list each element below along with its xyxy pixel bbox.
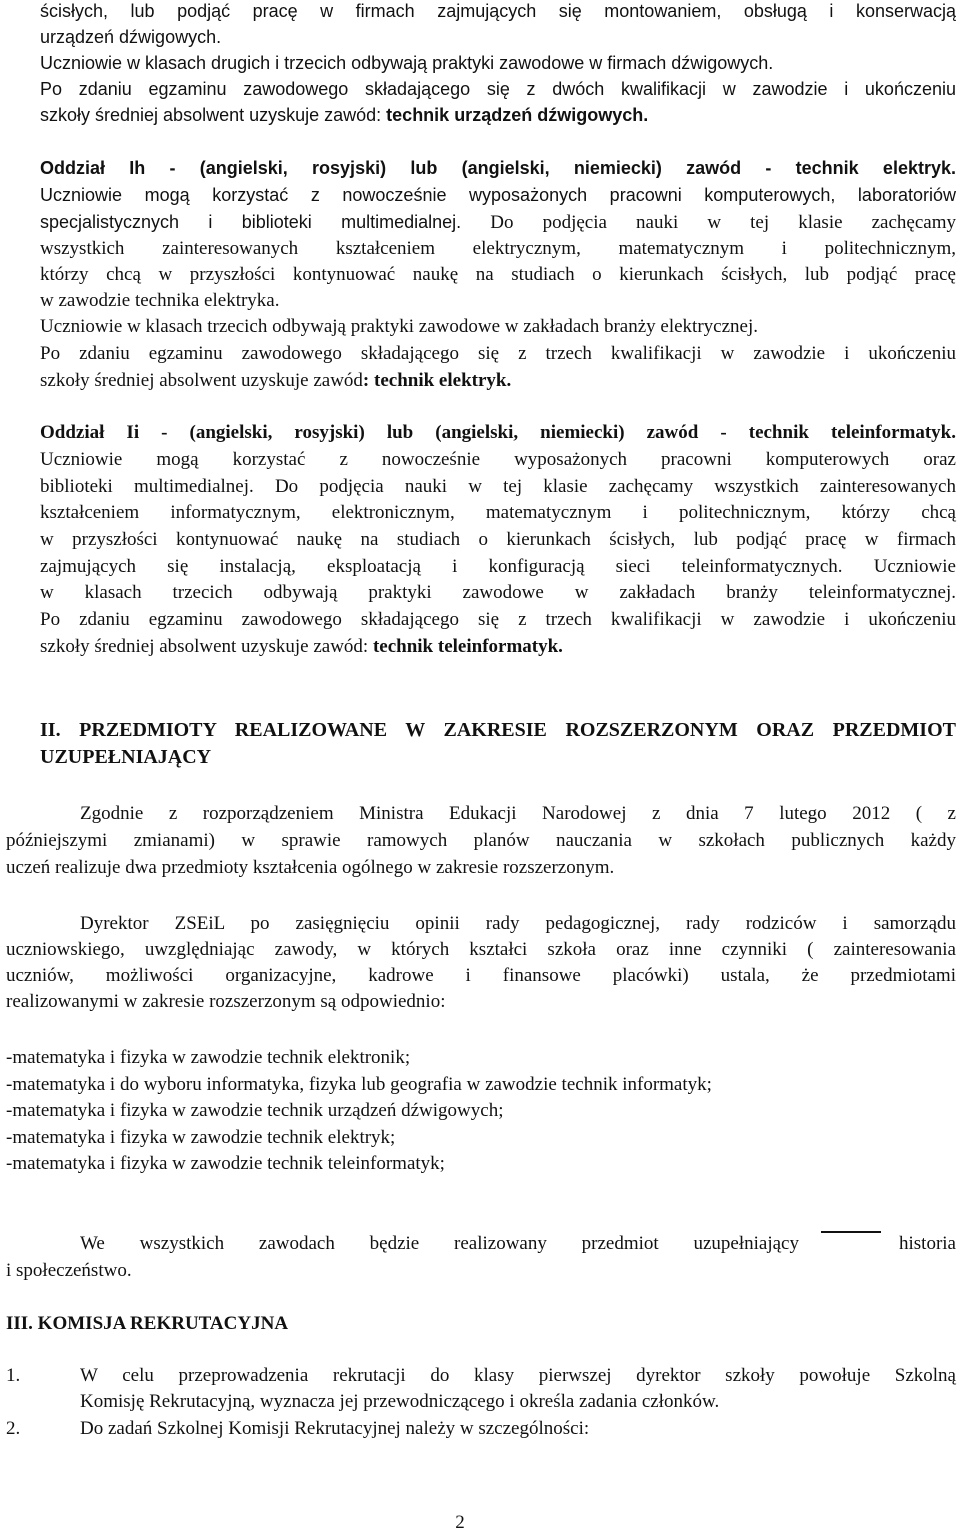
paragraph-line: Po zdaniu egzaminu zawodowego składającego się z trzech kwalifikacji w zawodzie i ukończeniu (40, 343, 956, 364)
paragraph-line: Dyrektor ZSEiL po zasięgnięciu opinii rady pedagogicznej, rady rodziców i samorządu (80, 913, 956, 934)
list-number: 2. (6, 1418, 21, 1439)
paragraph-line (40, 634, 956, 660)
section-heading-ii-cont: UZUPEŁNIAJĄCY (40, 746, 212, 768)
paragraph-line: wszystkich zainteresowanych kształceniem elektrycznym, matematycznym i politechnicznym, (40, 238, 956, 259)
list-item: -matematyka i fizyka w zawodzie technik elektryk; (6, 1127, 396, 1148)
paragraph-line: Uczniowie w klasach trzecich odbywają praktyki zawodowe w zakładach branży elektrycznej. (40, 316, 758, 337)
section-title-ii: Oddział Ii - (angielski, rosyjski) lub (angielski, niemiecki) zawód - technik teleinformatyk. (40, 422, 956, 443)
list-item: -matematyka i fizyka w zawodzie technik urządzeń dźwigowych; (6, 1100, 504, 1121)
paragraph-line: w klasach trzecich odbywają praktyki zawodowe w zakładach branży teleinformatycznej. (40, 582, 956, 603)
list-item-text: W celu przeprowadzenia rekrutacji do klasy pierwszej dyrektor szkoły powołuje Szkolną (80, 1365, 956, 1386)
paragraph-line: Uczniowie mogą korzystać z nowocześnie wyposażonych pracowni komputerowych oraz (40, 449, 956, 470)
text-span: We wszystkich zawodach będzie realizowany przedmiot uzupełniający (80, 1233, 799, 1254)
paragraph-line: w przyszłości kontynuować naukę na studiach o kierunkach ścisłych, lub podjąć pracę w firmach (40, 529, 956, 550)
paragraph-line: biblioteki multimedialnej. Do podjęcia nauki w tej klasie zachęcamy wszystkich zainteresowanych (40, 476, 956, 497)
list-number: 1. (6, 1365, 21, 1386)
paragraph-line (80, 1231, 956, 1257)
paragraph-line: Po zdaniu egzaminu zawodowego składającego się z dwóch kwalifikacji w zawodzie i ukończeniu (40, 79, 956, 99)
paragraph-line: ścisłych, lub podjąć pracę w firmach zajmujących się montowaniem, obsługą i konserwacją (40, 1, 956, 21)
list-item: -matematyka i fizyka w zawodzie technik elektronik; (6, 1047, 411, 1068)
paragraph-line (40, 368, 956, 394)
profession-name: : technik elektryk. (362, 370, 512, 391)
page-number: 2 (455, 1512, 465, 1533)
paragraph-line: realizowanymi w zakresie rozszerzonym są odpowiednio: (6, 991, 446, 1012)
section-heading-ii: II. PRZEDMIOTY REALIZOWANE W ZAKRESIE ROZSZERZONYM ORAZ PRZEDMIOT (40, 719, 956, 741)
profession-name: technik teleinformatyk. (372, 636, 563, 657)
paragraph-line: Uczniowie w klasach drugich i trzecich odbywają praktyki zawodowe w firmach dźwigowych. (40, 53, 774, 73)
list-item: -matematyka i do wyboru informatyka, fizyka lub geografia w zawodzie technik informatyk; (6, 1074, 712, 1095)
paragraph-line (40, 102, 956, 128)
paragraph-line: urządzeń dźwigowych. (40, 27, 222, 47)
text-span: szkoły średniej absolwent uzyskuje zawód (40, 370, 363, 391)
profession-name: technik urządzeń dźwigowych. (386, 105, 649, 125)
text-span: historia (899, 1233, 956, 1254)
em-dash (821, 1231, 881, 1233)
paragraph-line: uczeń realizuje dwa przedmioty kształcenia ogólnego w zakresie rozszerzonym. (6, 857, 615, 878)
paragraph-line: Po zdaniu egzaminu zawodowego składającego się z trzech kwalifikacji w zawodzie i ukończeniu (40, 609, 956, 630)
paragraph-line: uczniów, możliwości organizacyjne, kadrowe i finansowe placówki) ustala, że przedmiotami (6, 965, 956, 986)
text-span: Do podjęcia nauki w tej klasie zachęcamy (461, 212, 956, 233)
paragraph-line (40, 209, 956, 236)
text-span: szkoły średniej absolwent uzyskuje zawód: (40, 105, 387, 125)
paragraph-line: zajmujących się instalacją, eksploatacją i konfiguracją sieci teleinformatycznych. Uczniowie (40, 556, 956, 577)
paragraph-line: Zgodnie z rozporządzeniem Ministra Edukacji Narodowej z dnia 7 lutego 2012 ( z (80, 803, 956, 824)
text-span: szkoły średniej absolwent uzyskuje zawód: (40, 636, 373, 657)
section-title-ih: Oddział Ih - (angielski, rosyjski) lub (angielski, niemiecki) zawód - technik elektryk. (40, 158, 956, 178)
list-item: -matematyka i fizyka w zawodzie technik teleinformatyk; (6, 1153, 445, 1174)
paragraph-line: i społeczeństwo. (6, 1260, 132, 1281)
paragraph-line: kształceniem informatycznym, elektronicznym, matematycznym i politechnicznym, którzy chcą (40, 502, 956, 523)
paragraph-line: w zawodzie technika elektryka. (40, 290, 280, 311)
paragraph-line: uczniowskiego, uwzględniając zawody, w których kształci szkoła oraz inne czynniki ( zainteresowania (6, 939, 956, 960)
paragraph-line: późniejszymi zmianami) w sprawie ramowych planów nauczania w szkołach publicznych każdy (6, 830, 956, 851)
section-heading-iii: III. KOMISJA REKRUTACYJNA (6, 1313, 289, 1334)
list-item-text: Komisję Rekrutacyjną, wyznacza jej przewodniczącego i określa zadania członków. (80, 1391, 720, 1412)
list-item-text: Do zadań Szkolnej Komisji Rekrutacyjnej należy w szczególności: (80, 1418, 590, 1439)
paragraph-line: którzy chcą w przyszłości kontynuować naukę na studiach o kierunkach ścisłych, lub podjąć pracę (40, 264, 956, 285)
text-span: specjalistycznych i biblioteki multimedialnej. (40, 212, 462, 232)
paragraph-line: Uczniowie mogą korzystać z nowocześnie wyposażonych pracowni komputerowych, laboratoriów (40, 185, 956, 205)
